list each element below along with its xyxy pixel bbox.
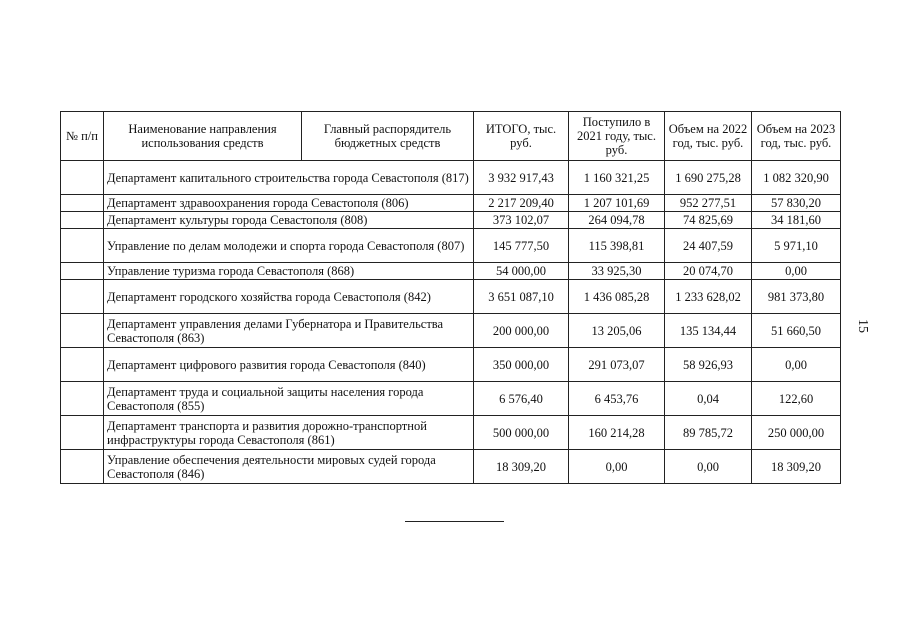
row-num <box>61 450 104 484</box>
row-volume-2023: 250 000,00 <box>752 416 841 450</box>
row-volume-2022: 952 277,51 <box>665 195 752 212</box>
row-received-2021: 33 925,30 <box>569 263 665 280</box>
row-total: 2 217 209,40 <box>474 195 569 212</box>
row-name: Департамент управления делами Губернатора и Правительства Севастополя (863) <box>104 314 474 348</box>
row-num <box>61 382 104 416</box>
row-name: Управление обеспечения деятельности мировых судей города Севастополя (846) <box>104 450 474 484</box>
header-total: ИТОГО, тыс. руб. <box>474 112 569 161</box>
row-volume-2023: 34 181,60 <box>752 212 841 229</box>
row-name: Департамент цифрового развития города Севастополя (840) <box>104 348 474 382</box>
table-row <box>61 280 841 314</box>
row-received-2021: 160 214,28 <box>569 416 665 450</box>
row-volume-2022: 1 690 275,28 <box>665 161 752 195</box>
table-row <box>61 450 841 484</box>
row-volume-2023: 981 373,80 <box>752 280 841 314</box>
row-volume-2023: 18 309,20 <box>752 450 841 484</box>
row-num <box>61 161 104 195</box>
row-num <box>61 314 104 348</box>
row-volume-2022: 0,00 <box>665 450 752 484</box>
row-num <box>61 195 104 212</box>
row-received-2021: 13 205,06 <box>569 314 665 348</box>
table-row <box>61 314 841 348</box>
table-header-row <box>61 112 841 161</box>
row-num <box>61 280 104 314</box>
row-volume-2023: 1 082 320,90 <box>752 161 841 195</box>
row-num <box>61 416 104 450</box>
row-received-2021: 1 207 101,69 <box>569 195 665 212</box>
row-received-2021: 264 094,78 <box>569 212 665 229</box>
table-row <box>61 229 841 263</box>
table-row <box>61 382 841 416</box>
row-volume-2022: 0,04 <box>665 382 752 416</box>
row-received-2021: 6 453,76 <box>569 382 665 416</box>
row-total: 54 000,00 <box>474 263 569 280</box>
table-row <box>61 212 841 229</box>
row-name: Департамент здравоохранения города Севастополя (806) <box>104 195 474 212</box>
table-row <box>61 348 841 382</box>
header-num: № п/п <box>61 112 104 161</box>
row-num <box>61 348 104 382</box>
row-total: 18 309,20 <box>474 450 569 484</box>
row-total: 6 576,40 <box>474 382 569 416</box>
row-total: 3 651 087,10 <box>474 280 569 314</box>
row-volume-2022: 89 785,72 <box>665 416 752 450</box>
row-name: Департамент труда и социальной защиты населения города Севастополя (855) <box>104 382 474 416</box>
row-volume-2023: 51 660,50 <box>752 314 841 348</box>
table-row <box>61 161 841 195</box>
row-received-2021: 115 398,81 <box>569 229 665 263</box>
row-total: 3 932 917,43 <box>474 161 569 195</box>
row-volume-2023: 5 971,10 <box>752 229 841 263</box>
header-received-2021: Поступило в 2021 году, тыс. руб. <box>569 112 665 161</box>
row-volume-2022: 58 926,93 <box>665 348 752 382</box>
row-received-2021: 291 073,07 <box>569 348 665 382</box>
row-total: 500 000,00 <box>474 416 569 450</box>
row-volume-2022: 135 134,44 <box>665 314 752 348</box>
end-divider <box>405 521 504 522</box>
row-total: 350 000,00 <box>474 348 569 382</box>
header-direction: Наименование направления использования средств <box>104 112 302 161</box>
page-number: 15 <box>855 319 870 333</box>
row-received-2021: 1 436 085,28 <box>569 280 665 314</box>
row-name: Управление туризма города Севастополя (868) <box>104 263 474 280</box>
header-volume-2022: Объем на 2022 год, тыс. руб. <box>665 112 752 161</box>
table-row <box>61 195 841 212</box>
row-name: Департамент городского хозяйства города Севастополя (842) <box>104 280 474 314</box>
header-volume-2023: Объем на 2023 год, тыс. руб. <box>752 112 841 161</box>
row-num <box>61 212 104 229</box>
row-received-2021: 0,00 <box>569 450 665 484</box>
row-num <box>61 229 104 263</box>
row-total: 373 102,07 <box>474 212 569 229</box>
row-total: 145 777,50 <box>474 229 569 263</box>
row-volume-2023: 0,00 <box>752 263 841 280</box>
row-received-2021: 1 160 321,25 <box>569 161 665 195</box>
row-volume-2023: 57 830,20 <box>752 195 841 212</box>
budget-table <box>60 111 841 484</box>
row-volume-2023: 122,60 <box>752 382 841 416</box>
row-volume-2023: 0,00 <box>752 348 841 382</box>
row-num <box>61 263 104 280</box>
row-volume-2022: 74 825,69 <box>665 212 752 229</box>
row-volume-2022: 1 233 628,02 <box>665 280 752 314</box>
header-manager: Главный распорядитель бюджетных средств <box>302 112 474 161</box>
row-name: Департамент транспорта и развития дорожно-транспортной инфраструктуры города Севастополя (861) <box>104 416 474 450</box>
table-row <box>61 263 841 280</box>
row-total: 200 000,00 <box>474 314 569 348</box>
row-name: Департамент культуры города Севастополя (808) <box>104 212 474 229</box>
row-volume-2022: 24 407,59 <box>665 229 752 263</box>
table-row <box>61 416 841 450</box>
row-volume-2022: 20 074,70 <box>665 263 752 280</box>
row-name: Департамент капитального строительства города Севастополя (817) <box>104 161 474 195</box>
row-name: Управление по делам молодежи и спорта города Севастополя (807) <box>104 229 474 263</box>
